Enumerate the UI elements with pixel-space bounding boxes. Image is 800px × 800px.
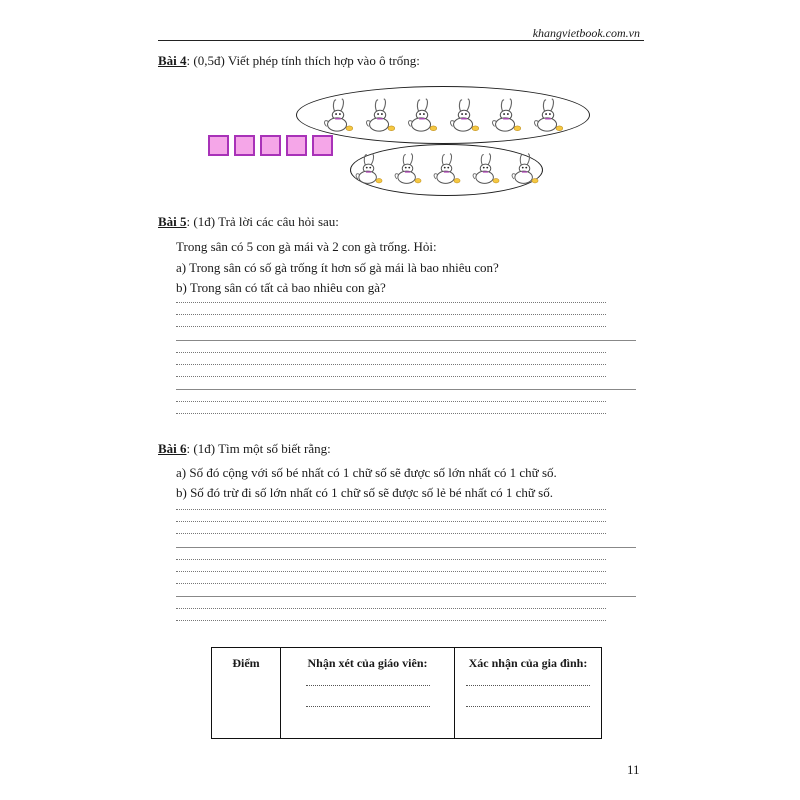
- answer-line[interactable]: [176, 352, 606, 353]
- score-label: Điểm: [232, 656, 260, 670]
- answer-box[interactable]: [260, 135, 281, 156]
- answer-line[interactable]: [176, 608, 606, 609]
- bai6-line-a: a) Số đó cộng với số bé nhất có 1 chữ số sẽ được số lớn nhất có 1 chữ số.: [176, 465, 557, 480]
- family-confirm-line: [466, 685, 590, 686]
- bai6-title: Bài 6: [158, 441, 187, 456]
- answer-line[interactable]: [176, 413, 606, 414]
- rabbit-icon: [429, 151, 464, 189]
- bai6-instruction: : (1đ) Tìm một số biết rằng:: [186, 441, 331, 456]
- bai4-heading: [158, 53, 420, 69]
- family-confirm-cell[interactable]: [455, 648, 602, 739]
- answer-line[interactable]: [176, 559, 606, 560]
- answer-line[interactable]: [176, 509, 606, 510]
- answer-line[interactable]: [176, 401, 606, 402]
- answer-line[interactable]: [176, 547, 636, 548]
- answer-box[interactable]: [208, 135, 229, 156]
- rabbit-group-bottom: [350, 144, 543, 196]
- answer-line[interactable]: [176, 571, 606, 572]
- bai6-line-b: b) Số đó trừ đi số lớn nhất có 1 chữ số sẽ được số lẻ bé nhất có 1 chữ số.: [176, 485, 553, 500]
- answer-line[interactable]: [176, 521, 606, 522]
- score-table: [211, 647, 602, 739]
- answer-line[interactable]: [176, 302, 606, 303]
- bai4-instruction: : (0,5đ) Viết phép tính thích hợp vào ô trống:: [186, 53, 420, 68]
- bai5-line-a: a) Trong sân có số gà trống ít hơn số gà mái là bao nhiêu con?: [176, 260, 499, 275]
- answer-line[interactable]: [176, 326, 606, 327]
- rabbit-icon: [487, 96, 525, 134]
- rabbit-icon: [319, 96, 357, 134]
- rabbit-icon: [403, 96, 441, 134]
- answer-line[interactable]: [176, 376, 606, 377]
- answer-line[interactable]: [176, 389, 636, 390]
- teacher-comment-cell[interactable]: [281, 648, 455, 739]
- answer-box[interactable]: [312, 135, 333, 156]
- bai6-heading: [158, 441, 331, 457]
- answer-line[interactable]: [176, 340, 636, 341]
- teacher-comment-line: [306, 706, 430, 707]
- header-rule: [158, 40, 644, 41]
- answer-box[interactable]: [286, 135, 307, 156]
- rabbit-icon: [507, 151, 542, 189]
- family-confirm-line: [466, 706, 590, 707]
- answer-line[interactable]: [176, 620, 606, 621]
- answer-line[interactable]: [176, 596, 636, 597]
- bai5-instruction: : (1đ) Trả lời các câu hỏi sau:: [186, 214, 339, 229]
- rabbit-icon: [445, 96, 483, 134]
- teacher-comment-label: Nhận xét của giáo viên:: [307, 656, 428, 670]
- bai5-line-b: b) Trong sân có tất cả bao nhiêu con gà?: [176, 280, 386, 295]
- bai4-title: Bài 4: [158, 53, 187, 68]
- rabbit-icon: [529, 96, 567, 134]
- family-confirm-label: Xác nhận của gia đình:: [468, 656, 588, 670]
- answer-line[interactable]: [176, 364, 606, 365]
- bai5-line-1: Trong sân có 5 con gà mái và 2 con gà trống. Hỏi:: [176, 239, 437, 254]
- answer-line[interactable]: [176, 533, 606, 534]
- page-number: 11: [627, 762, 640, 777]
- rabbit-icon: [361, 96, 399, 134]
- bai5-heading: [158, 214, 339, 230]
- score-cell[interactable]: [212, 648, 281, 739]
- site-url: khangvietbook.com.vn: [532, 26, 640, 40]
- answer-boxes: [208, 135, 333, 156]
- rabbit-icon: [351, 151, 386, 189]
- rabbit-group-top: [296, 86, 590, 144]
- answer-line[interactable]: [176, 583, 606, 584]
- answer-line[interactable]: [176, 314, 606, 315]
- rabbit-icon: [468, 151, 503, 189]
- bai5-title: Bài 5: [158, 214, 187, 229]
- answer-box[interactable]: [234, 135, 255, 156]
- rabbit-icon: [390, 151, 425, 189]
- teacher-comment-line: [306, 685, 430, 686]
